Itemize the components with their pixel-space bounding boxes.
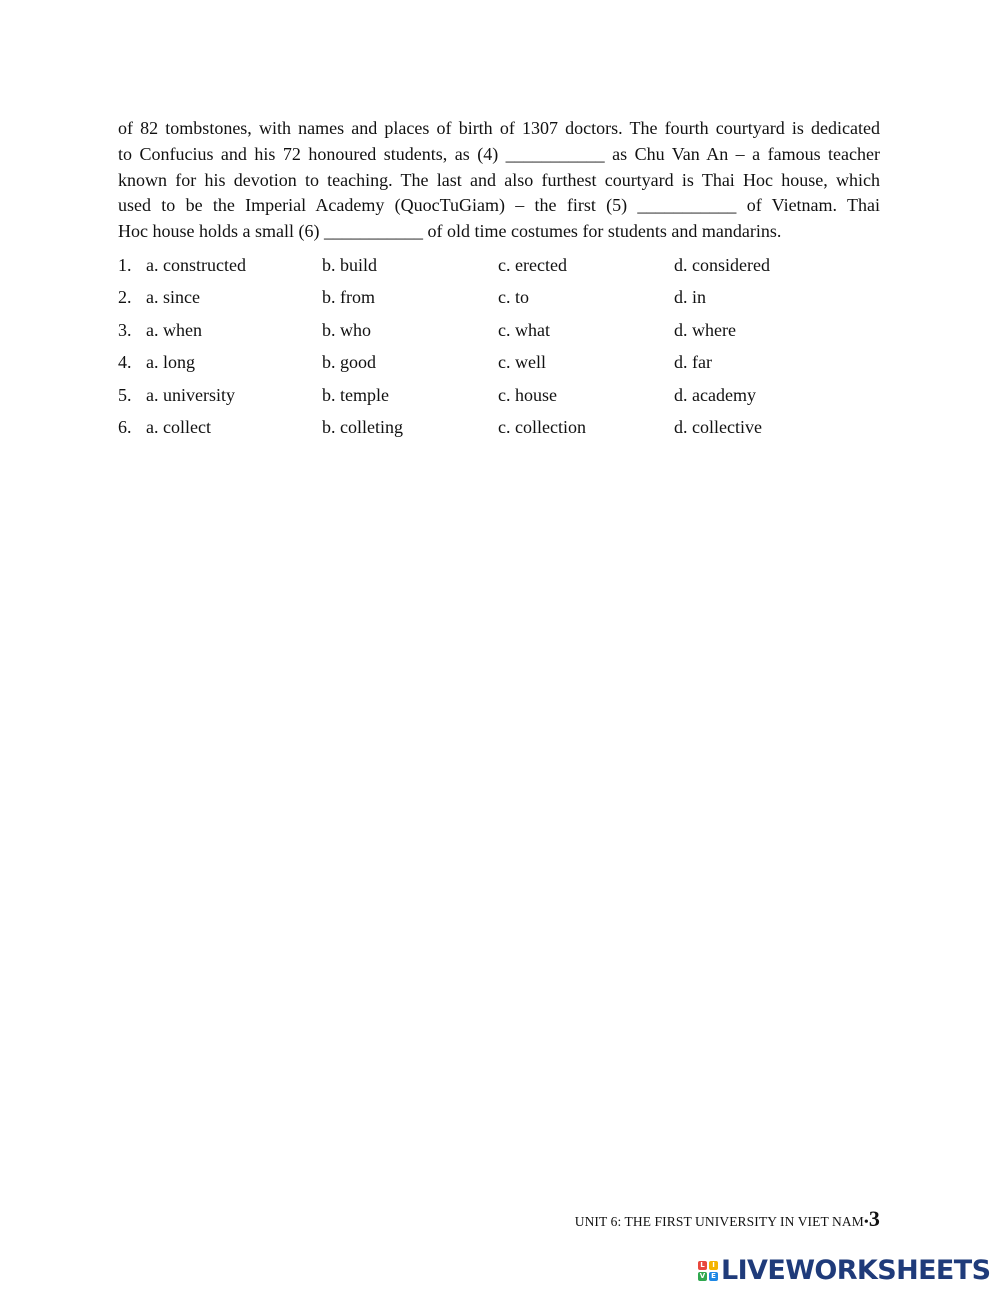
passage-line: Hoc house holds a small (6) ___________ of old time costumes for students and mandarins. xyxy=(118,221,782,242)
passage-line: of 82 tombstones, with names and places of birth of 1307 doctors. The fourth courtyard is dedicated xyxy=(118,118,880,138)
option-b[interactable]: b. who xyxy=(322,319,371,340)
logo-cell: L xyxy=(698,1261,707,1270)
question-row xyxy=(118,317,880,349)
option-d[interactable]: d. academy xyxy=(674,384,756,405)
option-d[interactable]: d. far xyxy=(674,352,712,373)
option-c[interactable]: c. erected xyxy=(498,255,567,275)
logo-cell: I xyxy=(709,1261,718,1270)
option-b[interactable]: b. temple xyxy=(322,384,389,405)
question-number: 6. xyxy=(118,416,132,437)
option-c[interactable]: c. what xyxy=(498,319,550,340)
option-d[interactable]: d. in xyxy=(674,287,707,308)
option-b[interactable]: b. colleting xyxy=(322,416,403,437)
question-number: 1. xyxy=(118,255,132,275)
question-row xyxy=(118,284,880,316)
answer-options xyxy=(118,252,880,446)
question-row xyxy=(118,382,880,414)
option-c[interactable]: c. well xyxy=(498,352,546,373)
logo-cell: V xyxy=(699,1272,706,1280)
page-number: 3 xyxy=(868,1206,880,1231)
passage-line: known for his devotion to teaching. The last and also furthest courtyard is Thai Hoc house, which xyxy=(118,169,880,190)
option-a[interactable]: a. university xyxy=(146,384,235,405)
option-b[interactable]: b. build xyxy=(322,255,378,275)
option-a[interactable]: a. collect xyxy=(146,416,211,437)
option-d[interactable]: d. considered xyxy=(674,255,770,275)
brand-name: LIVEWORKSHEETS xyxy=(721,1255,991,1286)
reading-passage xyxy=(118,116,880,245)
passage-line: used to be the Imperial Academy (QuocTuGiam) – the first (5) ___________ of Vietnam. Thai xyxy=(118,195,880,216)
question-row xyxy=(118,414,880,446)
option-d[interactable]: d. where xyxy=(674,319,736,340)
liveworksheets-logo[interactable] xyxy=(698,1257,990,1285)
option-b[interactable]: b. from xyxy=(322,287,375,308)
page-footer xyxy=(575,1206,880,1232)
passage-line: to Confucius and his 72 honoured students, as (4) ___________ as Chu Van An – a famous teacher xyxy=(118,143,880,164)
question-number: 2. xyxy=(118,287,132,308)
logo-icon xyxy=(698,1261,718,1281)
option-a[interactable]: a. constructed xyxy=(146,255,246,275)
question-row xyxy=(118,252,880,284)
option-a[interactable]: a. when xyxy=(146,319,202,340)
option-c[interactable]: c. house xyxy=(498,384,557,405)
question-number: 3. xyxy=(118,319,132,340)
option-b[interactable]: b. good xyxy=(322,352,376,373)
separator-dot: • xyxy=(863,1215,869,1230)
question-number: 4. xyxy=(118,352,132,373)
option-a[interactable]: a. long xyxy=(146,352,195,373)
option-c[interactable]: c. collection xyxy=(498,416,586,437)
unit-title: UNIT 6: THE FIRST UNIVERSITY IN VIET NAM xyxy=(574,1214,864,1229)
option-d[interactable]: d. collective xyxy=(674,416,762,437)
logo-cell: E xyxy=(709,1272,718,1281)
question-number: 5. xyxy=(118,384,132,405)
option-c[interactable]: c. to xyxy=(498,287,529,308)
option-a[interactable]: a. since xyxy=(146,287,200,308)
question-row xyxy=(118,349,880,381)
